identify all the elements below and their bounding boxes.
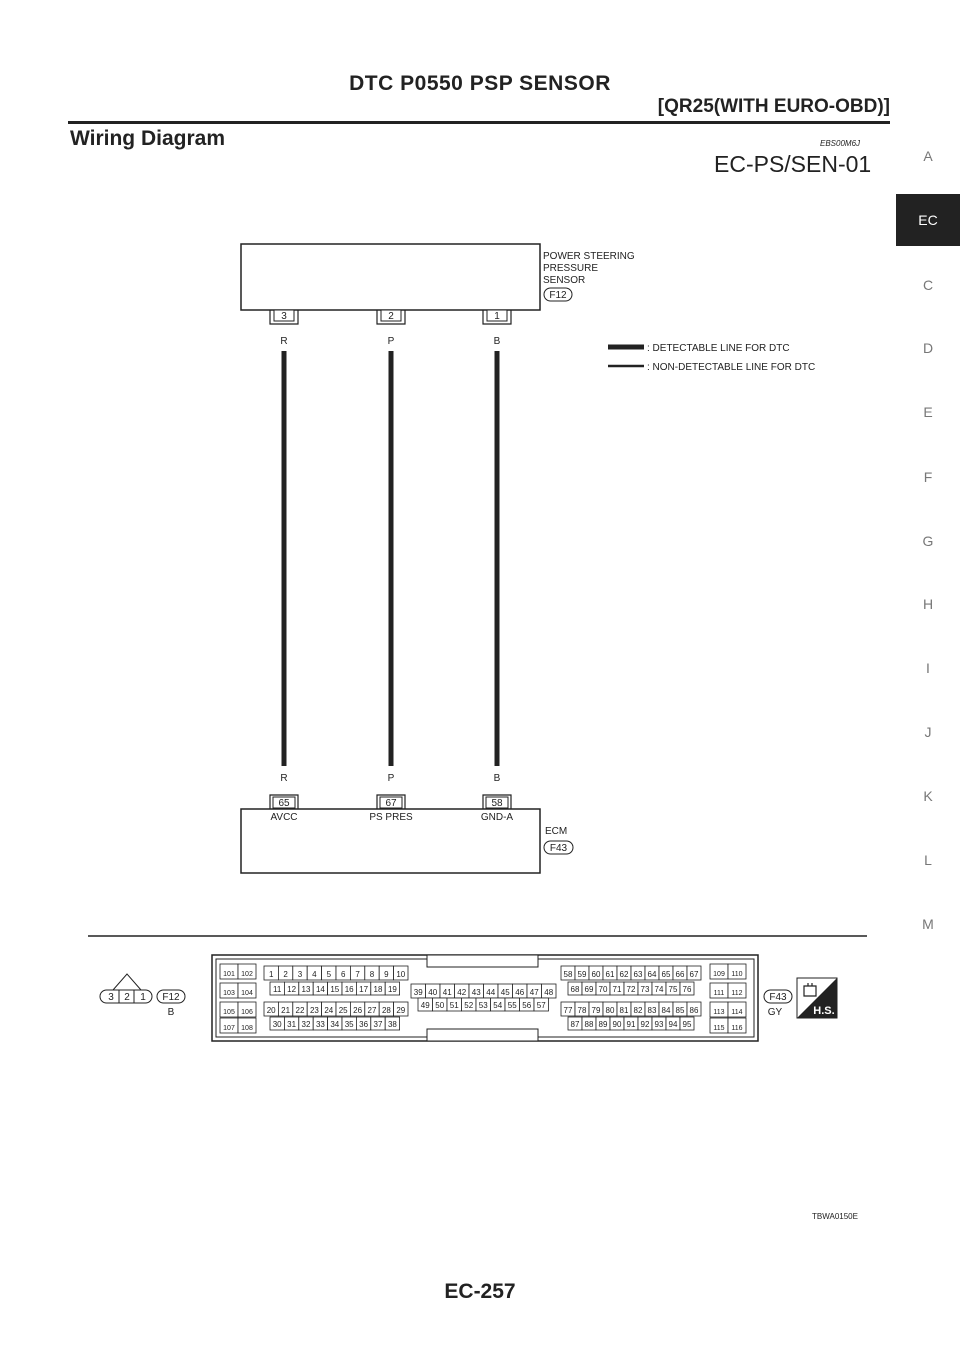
f12-face-connector-id: F12 bbox=[162, 992, 180, 1003]
pin-number: 89 bbox=[598, 1020, 608, 1029]
f43-face-key-top bbox=[427, 955, 538, 967]
pin-number: 62 bbox=[619, 970, 629, 979]
pin-number: 106 bbox=[241, 1009, 253, 1016]
pin-number: 10 bbox=[396, 970, 406, 979]
pin-number: 55 bbox=[507, 1001, 517, 1010]
page-title: DTC P0550 PSP SENSOR bbox=[349, 72, 611, 95]
pin-number: 11 bbox=[273, 985, 282, 994]
sensor-label-line3: SENSOR bbox=[543, 275, 586, 286]
pin-number: 58 bbox=[563, 970, 573, 979]
hs-badge-text: H.S. bbox=[813, 1005, 835, 1017]
pin-number: 1 bbox=[268, 970, 274, 979]
pin-number: 4 bbox=[312, 970, 317, 979]
sensor-box bbox=[241, 244, 540, 310]
pin-number: 30 bbox=[272, 1020, 282, 1029]
pin-number: 12 bbox=[287, 985, 297, 994]
ecm-label: ECM bbox=[545, 826, 568, 837]
f43-face-key-bottom bbox=[427, 1029, 538, 1041]
pin-number: 85 bbox=[675, 1006, 685, 1015]
pin-number: 13 bbox=[301, 985, 311, 994]
pin-number: 94 bbox=[668, 1020, 678, 1029]
side-tab[interactable]: A bbox=[923, 148, 933, 164]
side-tab[interactable]: M bbox=[922, 916, 934, 932]
pin-number: 15 bbox=[330, 985, 340, 994]
pin-number: 102 bbox=[241, 971, 253, 978]
pin-number: 32 bbox=[301, 1020, 311, 1029]
pin-number: 17 bbox=[359, 985, 369, 994]
pin-number: 46 bbox=[515, 988, 525, 997]
pin-number: 29 bbox=[396, 1006, 406, 1015]
pin-number: 2 bbox=[283, 970, 288, 979]
f43-face-color: GY bbox=[767, 1007, 783, 1018]
f12-face-color: B bbox=[167, 1007, 175, 1018]
pin-number: 25 bbox=[338, 1006, 348, 1015]
side-tab[interactable]: H bbox=[922, 596, 934, 612]
section-code: EBS00M6J bbox=[820, 139, 861, 148]
side-tab[interactable]: I bbox=[926, 660, 930, 676]
pin-number: 72 bbox=[626, 985, 636, 994]
pin-number: 18 bbox=[373, 985, 383, 994]
pin-number: 36 bbox=[359, 1020, 369, 1029]
side-tab-active[interactable]: EC bbox=[896, 194, 960, 246]
pin-number: 57 bbox=[536, 1001, 546, 1010]
side-tab[interactable]: D bbox=[922, 340, 934, 356]
pin-number: 53 bbox=[478, 1001, 488, 1010]
pin-number: 93 bbox=[654, 1020, 664, 1029]
pin-number: 75 bbox=[668, 985, 678, 994]
wire-color-bottom: R bbox=[280, 773, 288, 784]
pin-number: 40 bbox=[428, 988, 438, 997]
pin-number: 37 bbox=[373, 1020, 383, 1029]
pin-number: 109 bbox=[713, 971, 725, 978]
pin-number: 47 bbox=[529, 988, 539, 997]
pin-number: 39 bbox=[413, 988, 423, 997]
pin-number: 81 bbox=[619, 1006, 629, 1015]
pin-number: 92 bbox=[640, 1020, 650, 1029]
side-tab[interactable]: L bbox=[924, 852, 932, 868]
pin-number: 80 bbox=[605, 1006, 615, 1015]
pin-number: 42 bbox=[457, 988, 467, 997]
pin-number: 20 bbox=[266, 1006, 276, 1015]
side-tab[interactable]: G bbox=[922, 533, 934, 549]
sensor-pin-3: 3 bbox=[281, 311, 287, 322]
f12-face-pin: 1 bbox=[140, 992, 146, 1003]
pin-number: 49 bbox=[420, 1001, 430, 1010]
pin-number: 104 bbox=[241, 990, 253, 997]
ecm-func-label: GND-A bbox=[480, 812, 514, 823]
pin-number: 14 bbox=[315, 985, 325, 994]
pin-number: 28 bbox=[381, 1006, 391, 1015]
pin-number: 5 bbox=[326, 970, 332, 979]
pin-number: 115 bbox=[713, 1025, 725, 1032]
pin-number: 23 bbox=[309, 1006, 319, 1015]
ecm-func-label: AVCC bbox=[270, 812, 298, 823]
side-tab[interactable]: K bbox=[923, 788, 933, 804]
pin-number: 22 bbox=[295, 1006, 305, 1015]
page-number: EC-257 bbox=[444, 1280, 516, 1303]
f12-face-pin: 2 bbox=[124, 992, 130, 1003]
pin-number: 78 bbox=[577, 1006, 587, 1015]
sensor-pin-2: 2 bbox=[388, 311, 394, 322]
wire-color-bottom: B bbox=[493, 773, 501, 784]
pin-number: 64 bbox=[647, 970, 657, 979]
legend-non-detectable-text: : NON-DETECTABLE LINE FOR DTC bbox=[647, 362, 816, 373]
side-tab[interactable]: J bbox=[924, 724, 932, 740]
pin-number: 90 bbox=[612, 1020, 622, 1029]
side-tab[interactable]: F bbox=[923, 469, 933, 485]
pin-number: 48 bbox=[544, 988, 554, 997]
pin-number: 113 bbox=[713, 1009, 725, 1016]
pin-number: 103 bbox=[223, 990, 235, 997]
f12-face-pin: 3 bbox=[108, 992, 114, 1003]
pin-number: 43 bbox=[471, 988, 481, 997]
pin-number: 19 bbox=[387, 985, 397, 994]
pin-number: 82 bbox=[633, 1006, 643, 1015]
pin-number: 54 bbox=[493, 1001, 503, 1010]
pin-number: 76 bbox=[682, 985, 692, 994]
wire-color-bottom: P bbox=[387, 773, 395, 784]
side-tab[interactable]: E bbox=[923, 404, 933, 420]
f12-face-tab bbox=[113, 974, 141, 990]
pin-number: 91 bbox=[626, 1020, 636, 1029]
sensor-label-line1: POWER STEERING bbox=[543, 251, 635, 262]
pin-number: 77 bbox=[563, 1006, 573, 1015]
legend-detectable-text: : DETECTABLE LINE FOR DTC bbox=[647, 343, 790, 354]
pin-number: 8 bbox=[369, 970, 375, 979]
pin-number: 110 bbox=[731, 971, 743, 978]
pin-number: 31 bbox=[287, 1020, 297, 1029]
pin-number: 50 bbox=[435, 1001, 445, 1010]
sensor-label-line2: PRESSURE bbox=[543, 263, 599, 274]
pin-number: 114 bbox=[731, 1009, 743, 1016]
pin-number: 59 bbox=[577, 970, 587, 979]
connector-icon bbox=[804, 983, 816, 996]
pin-number: 74 bbox=[654, 985, 664, 994]
pin-number: 108 bbox=[241, 1025, 253, 1032]
f43-pin-grid bbox=[220, 964, 746, 1033]
pin-number: 67 bbox=[689, 970, 699, 979]
pin-number: 27 bbox=[367, 1006, 377, 1015]
wire-color-top: P bbox=[387, 336, 395, 347]
pin-number: 16 bbox=[344, 985, 354, 994]
pin-number: 33 bbox=[315, 1020, 325, 1029]
pin-number: 73 bbox=[640, 985, 650, 994]
pin-number: 83 bbox=[647, 1006, 657, 1015]
pin-number: 6 bbox=[340, 970, 346, 979]
pin-number: 61 bbox=[605, 970, 615, 979]
side-tab[interactable]: C bbox=[922, 277, 934, 293]
pin-number: 44 bbox=[486, 988, 496, 997]
pin-number: 60 bbox=[591, 970, 601, 979]
pin-number: 45 bbox=[500, 988, 510, 997]
pin-number: 71 bbox=[612, 985, 622, 994]
pin-number: 26 bbox=[353, 1006, 363, 1015]
pin-number: 9 bbox=[384, 970, 389, 979]
pin-number: 24 bbox=[324, 1006, 334, 1015]
pin-number: 101 bbox=[223, 971, 235, 978]
f43-face-connector-id: F43 bbox=[769, 992, 787, 1003]
pin-number: 84 bbox=[661, 1006, 671, 1015]
diagram-code: EC-PS/SEN-01 bbox=[714, 151, 872, 177]
pin-number: 51 bbox=[449, 1001, 459, 1010]
pin-number: 65 bbox=[661, 970, 671, 979]
figure-code: TBWA0150E bbox=[812, 1212, 858, 1221]
pin-number: 95 bbox=[682, 1020, 692, 1029]
section-title: Wiring Diagram bbox=[70, 127, 225, 150]
pin-number: 3 bbox=[297, 970, 303, 979]
pin-number: 116 bbox=[731, 1025, 743, 1032]
sensor-pin-1: 1 bbox=[494, 311, 500, 322]
pin-number: 38 bbox=[387, 1020, 397, 1029]
pin-number: 86 bbox=[689, 1006, 699, 1015]
ecm-pin-65: 65 bbox=[278, 798, 290, 809]
pin-number: 105 bbox=[223, 1009, 235, 1016]
wire-color-top: R bbox=[280, 336, 288, 347]
ecm-pin-67: 67 bbox=[385, 798, 397, 809]
pin-number: 107 bbox=[223, 1025, 235, 1032]
pin-number: 34 bbox=[330, 1020, 340, 1029]
pin-number: 69 bbox=[584, 985, 594, 994]
pin-number: 21 bbox=[281, 1006, 291, 1015]
ecm-pin-58: 58 bbox=[491, 798, 503, 809]
pin-number: 7 bbox=[355, 970, 360, 979]
pin-number: 70 bbox=[598, 985, 608, 994]
pin-number: 52 bbox=[464, 1001, 474, 1010]
pin-number: 111 bbox=[713, 990, 725, 997]
wire-color-top: B bbox=[493, 336, 501, 347]
pin-number: 88 bbox=[584, 1020, 594, 1029]
pin-number: 66 bbox=[675, 970, 685, 979]
pin-number: 35 bbox=[344, 1020, 354, 1029]
page-subtitle: [QR25(WITH EURO-OBD)] bbox=[657, 96, 890, 117]
pin-number: 79 bbox=[591, 1006, 601, 1015]
pin-number: 56 bbox=[522, 1001, 532, 1010]
sensor-connector-id: F12 bbox=[549, 290, 567, 301]
pin-number: 87 bbox=[570, 1020, 580, 1029]
pin-number: 112 bbox=[731, 990, 743, 997]
ecm-connector-id: F43 bbox=[549, 843, 568, 854]
pin-number: 68 bbox=[570, 985, 580, 994]
ecm-func-label: PS PRES bbox=[369, 812, 413, 823]
pin-number: 63 bbox=[633, 970, 643, 979]
pin-number: 41 bbox=[442, 988, 452, 997]
